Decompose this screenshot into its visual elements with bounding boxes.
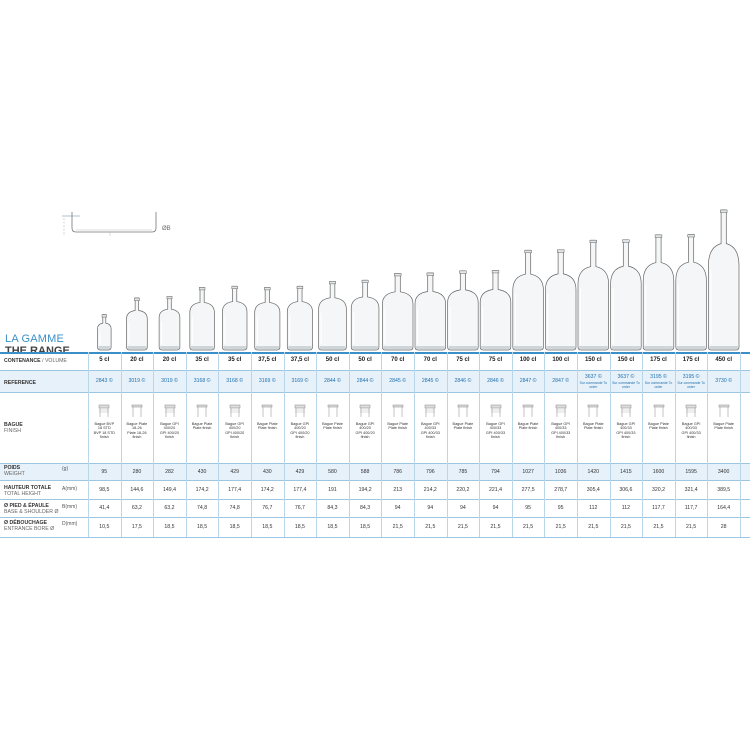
finish-line: Bague GPI <box>160 422 179 426</box>
finish-description <box>611 422 642 440</box>
volume-cell: 75 cl <box>488 357 503 363</box>
weight-cell: 1595 <box>685 469 697 475</box>
height-cell: 221,4 <box>488 487 502 493</box>
finish-line: Plate finish <box>518 426 538 431</box>
weight-cell: 1027 <box>522 469 534 475</box>
finish-line: Plate finish <box>453 426 473 431</box>
finish-line: Bague Plate <box>322 422 343 426</box>
bottle-finish-icon <box>162 403 178 419</box>
reference-cell: 2844 © <box>356 378 374 384</box>
weight-cell: 1420 <box>587 469 600 475</box>
finish-line: 400/20 <box>163 426 176 431</box>
bottle-finish-icon <box>227 403 243 419</box>
finish-line: Plate finish <box>192 426 212 431</box>
row-unit-debouchage: D(mm) <box>62 521 78 527</box>
bottle-illustration <box>480 270 511 350</box>
finish-line: finish <box>132 435 142 440</box>
row-unit-pied: B(mm) <box>62 504 77 510</box>
base-diameter-cell: 94 <box>427 505 434 511</box>
bore-diameter-cell: 21,5 <box>588 524 599 530</box>
bottle-finish-icon <box>716 403 732 419</box>
base-diameter-cell: 76,7 <box>262 505 273 511</box>
finish-line: 400/20 <box>228 426 241 431</box>
row-label-title: REFERENCE <box>4 380 36 386</box>
finish-line: GPI 400/20 <box>290 430 310 435</box>
finish-line: Bague GPI <box>355 422 375 426</box>
weight-cell: 95 <box>101 469 108 475</box>
finish-description <box>676 422 707 440</box>
bottle-illustration <box>222 286 247 350</box>
weight-cell: 429 <box>295 469 305 475</box>
finish-line: Bague GPI <box>681 422 701 426</box>
finish-description <box>480 422 511 440</box>
row-label-subtitle: FINISH <box>4 428 22 435</box>
bottle-illustration <box>448 271 479 350</box>
base-diameter-cell: 95 <box>525 505 531 511</box>
reference-cell: 3168 © <box>226 378 244 384</box>
finish-line: finish <box>360 435 370 440</box>
finish-description <box>122 422 153 440</box>
bore-diameter-cell: 18,5 <box>294 524 305 530</box>
base-diameter-cell: 74,8 <box>229 505 240 511</box>
bore-diameter-cell: 10,5 <box>99 524 110 530</box>
volume-cell: 35 cl <box>195 357 209 363</box>
volume-cell: 175 cl <box>682 357 700 363</box>
weight-cell: 430 <box>197 469 207 475</box>
reference-cell: 3169 © <box>291 378 309 384</box>
reference-cell: 3019 © <box>128 378 146 384</box>
bottle-illustration <box>127 298 148 350</box>
bore-diameter-cell: 18,5 <box>327 524 338 530</box>
bottle-lineup <box>0 200 750 355</box>
finish-line: GPI 400/33 <box>420 430 440 435</box>
bottle-illustration <box>545 250 576 350</box>
bottle-illustration <box>159 296 180 350</box>
finish-line: BVP 18 STD <box>93 430 116 435</box>
volume-cell: 70 cl <box>423 357 437 363</box>
row-label-subtitle: WEIGHT <box>4 471 25 478</box>
weight-cell: 3400 <box>717 469 730 475</box>
bottle-finish-icon <box>292 403 308 419</box>
bottle-finish-icon <box>488 403 504 419</box>
finish-line: finish <box>99 435 109 440</box>
bottle-illustration <box>287 286 312 350</box>
finish-description <box>415 422 446 440</box>
row-label-title: POIDS <box>4 465 21 471</box>
height-cell: 174,2 <box>260 487 274 493</box>
volume-cell: 150 cl <box>617 357 635 363</box>
finish-line: 400/33 <box>554 426 567 431</box>
finish-description <box>513 422 544 431</box>
row-label-subtitle: TOTAL HEIGHT <box>4 491 42 498</box>
base-diameter-cell: 112 <box>621 505 631 511</box>
bore-diameter-cell: 21,5 <box>653 524 664 530</box>
bore-diameter-cell: 21,5 <box>620 524 631 530</box>
finish-line: Plate finish <box>649 426 668 431</box>
bore-diameter-cell: 21,5 <box>457 524 468 530</box>
row-label-title: BAGUE <box>4 422 23 428</box>
bore-diameter-cell: 18,5 <box>197 524 208 530</box>
finish-line: Bague GPI <box>290 422 310 426</box>
finish-line: Bague Plate <box>191 422 213 426</box>
bottle-finish-icon <box>618 403 634 419</box>
finish-description <box>448 422 479 431</box>
bore-diameter-cell: 21,5 <box>555 524 566 530</box>
reference-cell: 2846 © <box>487 378 504 384</box>
reference-note: Sur commande To order <box>612 381 640 389</box>
reference-cell: 2843 © <box>95 378 113 384</box>
height-cell: 98,5 <box>99 487 110 493</box>
height-cell: 278,7 <box>554 487 568 493</box>
bottle-finish-icon <box>553 403 569 419</box>
height-cell: 220,2 <box>456 487 470 493</box>
row-divider <box>0 499 750 500</box>
base-diameter-cell: 112 <box>589 505 598 511</box>
weight-cell: 1415 <box>620 469 632 475</box>
row-divider <box>0 537 750 538</box>
reference-cell: 3019 © <box>161 378 178 384</box>
column-divider <box>740 352 741 537</box>
finish-line: 400/20 <box>294 426 306 431</box>
bottle-finish-icon <box>194 403 210 419</box>
finish-line: Plate finish <box>323 426 342 431</box>
base-diameter-cell: 41,4 <box>99 505 110 511</box>
reference-cell: 3637 © <box>584 374 602 380</box>
finish-line: Bague Plate <box>582 422 604 426</box>
finish-line: GPI 400/20 <box>355 430 375 435</box>
bottle-finish-icon <box>259 403 275 419</box>
finish-line: Bague BVP <box>94 422 115 426</box>
reference-note: Sur commande To order <box>644 381 673 389</box>
diagram-label: ØB <box>162 226 171 232</box>
finish-line: Plate finish <box>258 426 277 431</box>
volume-cell: 175 cl <box>650 357 667 363</box>
row-label-subtitle: / VOLUME <box>42 358 67 364</box>
bottle-illustration <box>611 240 642 350</box>
reference-cell: 3637 © <box>617 374 635 380</box>
base-diameter-cell: 117,7 <box>684 505 698 511</box>
volume-cell: 37,5 cl <box>258 357 277 363</box>
finish-line: finish <box>556 435 566 440</box>
bottle-illustration <box>415 273 446 350</box>
bottle-finish-icon <box>357 403 373 419</box>
finish-line: 18 STD <box>97 426 111 431</box>
bottle-finish-icon <box>651 403 667 419</box>
height-cell: 177,4 <box>293 487 307 493</box>
height-cell: 306,6 <box>619 487 633 493</box>
row-divider <box>0 370 750 371</box>
finish-line: GPI 400/33 <box>551 430 571 435</box>
finish-line: Bague Plate <box>452 422 474 426</box>
weight-cell: 580 <box>328 469 337 475</box>
row-label-poids <box>4 465 25 477</box>
finish-line: Bague Plate <box>648 422 669 426</box>
finish-line: Plate finish <box>388 426 407 431</box>
finish-line: Bague GPI <box>551 422 570 426</box>
finish-description <box>350 422 381 440</box>
bottle-finish-icon <box>96 403 112 419</box>
finish-line: GPI 400/20 <box>159 430 180 435</box>
bottle-finish-icon <box>520 403 536 419</box>
row-label-contenance <box>4 358 67 364</box>
bottle-finish-icon <box>455 403 471 419</box>
finish-line: finish <box>165 435 174 440</box>
height-cell: 277,5 <box>521 487 535 493</box>
finish-line: Plate 18-26 <box>127 430 147 435</box>
bottle-illustration <box>578 240 609 350</box>
row-label-subtitle: ENTRANCE BORE Ø <box>4 526 55 533</box>
height-cell: 214,2 <box>423 487 437 493</box>
base-diameter-cell: 94 <box>492 505 499 511</box>
volume-cell: 150 cl <box>584 357 602 363</box>
base-diameter-cell: 74,8 <box>197 505 208 511</box>
row-label-title: HAUTEUR TOTALE <box>4 485 52 491</box>
weight-cell: 1600 <box>652 469 665 475</box>
height-cell: 305,4 <box>586 487 600 493</box>
bottle-finish-icon <box>585 403 601 419</box>
base-diameter-cell: 63,2 <box>164 505 175 511</box>
finish-description <box>708 422 739 431</box>
row-label-hauteur <box>4 485 51 497</box>
row-label-debouchage <box>4 520 54 532</box>
base-diameter-cell: 164,4 <box>717 505 731 511</box>
bottle-illustration <box>708 210 739 350</box>
finish-description <box>187 422 218 431</box>
reference-note: Sur commande To order <box>579 381 608 389</box>
height-cell: 321,4 <box>684 487 698 493</box>
row-label-pied <box>4 503 58 515</box>
weight-cell: 430 <box>262 469 272 475</box>
finish-description <box>89 422 120 440</box>
reference-cell: 3195 © <box>682 374 700 380</box>
volume-cell: 100 cl <box>519 357 537 363</box>
height-cell: 174,2 <box>195 487 209 493</box>
base-diameter-cell: 63,2 <box>131 505 142 511</box>
finish-line: finish <box>425 435 435 440</box>
finish-line: Bague Plate <box>517 422 539 426</box>
bottle-finish-icon <box>390 403 406 419</box>
row-label-subtitle: BASE & SHOULDER Ø <box>4 509 59 516</box>
height-cell: 149,4 <box>162 487 176 493</box>
finish-line: GPI 400/33 <box>485 430 506 435</box>
finish-line: Bague GPI <box>421 422 440 426</box>
weight-cell: 429 <box>230 469 240 475</box>
volume-cell: 50 cl <box>325 357 340 363</box>
bore-diameter-cell: 21,5 <box>490 524 501 530</box>
row-unit-poids: (g) <box>62 466 69 472</box>
weight-cell: 785 <box>458 469 468 475</box>
height-cell: 320,2 <box>651 487 665 493</box>
finish-line: Bague GPI <box>225 422 244 426</box>
volume-cell: 5 cl <box>99 357 110 363</box>
row-divider <box>0 392 750 393</box>
finish-line: finish <box>230 435 240 440</box>
finish-line: finish <box>686 435 696 440</box>
finish-line: 400/20 <box>359 426 371 431</box>
reference-cell: 2845 © <box>421 378 439 384</box>
volume-cell: 50 cl <box>358 357 372 363</box>
bottle-illustration <box>382 273 413 350</box>
base-diameter-cell: 84,3 <box>327 505 338 511</box>
reference-cell: 3169 © <box>258 378 276 384</box>
finish-line: Bague Plate <box>713 422 735 426</box>
bore-diameter-cell: 18,5 <box>360 524 371 530</box>
base-diameter-cell: 84,3 <box>360 505 371 511</box>
finish-line: 400/33 <box>620 426 632 431</box>
row-divider <box>0 352 750 354</box>
finish-line: Bague Plate <box>387 422 409 426</box>
finish-description <box>252 422 283 431</box>
finish-line: 400/33 <box>489 426 502 431</box>
weight-cell: 1036 <box>554 469 567 475</box>
reference-cell: 2845 © <box>389 378 407 384</box>
weight-cell: 794 <box>491 469 500 475</box>
base-diameter-cell: 117,7 <box>652 505 665 511</box>
bottle-illustration <box>643 235 674 350</box>
bore-diameter-cell: 18,5 <box>164 524 175 530</box>
base-diameter-cell: 76,7 <box>294 505 305 511</box>
volume-cell: 37,5 cl <box>290 357 310 363</box>
height-cell: 389,5 <box>717 487 731 493</box>
bottle-finish-icon <box>129 403 145 419</box>
finish-line: GPI 400/33 <box>616 430 636 435</box>
volume-cell: 450 cl <box>715 357 733 363</box>
finish-line: Bague GPI <box>486 422 505 426</box>
bore-diameter-cell: 28 <box>720 524 727 530</box>
finish-line: Plate finish <box>714 426 733 431</box>
bottle-illustration <box>319 281 347 350</box>
reference-cell: 2847 © <box>519 378 537 384</box>
bottle-finish-icon <box>325 403 341 419</box>
title-english: THE RANGE <box>5 345 70 357</box>
bore-diameter-cell: 21,5 <box>523 524 534 530</box>
bore-diameter-cell: 21,5 <box>425 524 436 530</box>
reference-cell: 2847 © <box>552 378 570 384</box>
reference-cell: 2846 © <box>454 378 472 384</box>
height-cell: 213 <box>393 487 403 493</box>
weight-cell: 786 <box>393 469 403 475</box>
finish-line: 400/33 <box>685 426 697 431</box>
reference-cell: 3195 © <box>650 374 667 380</box>
finish-line: GPI 400/33 <box>681 430 701 435</box>
bore-diameter-cell: 21,5 <box>686 524 697 530</box>
finish-line: finish <box>295 435 305 440</box>
finish-description <box>317 422 348 431</box>
bottle-finish-icon <box>683 403 699 419</box>
row-label-reference <box>4 380 36 386</box>
bore-diameter-cell: 18,5 <box>229 524 240 530</box>
reference-note: Sur commande To order <box>677 381 705 389</box>
volume-cell: 100 cl <box>552 357 570 363</box>
row-label-bague <box>4 422 23 434</box>
finish-line: finish <box>491 435 500 440</box>
finish-line: 400/33 <box>424 426 437 431</box>
weight-cell: 282 <box>165 469 174 475</box>
bore-diameter-cell: 18,5 <box>262 524 273 530</box>
bottle-finish-icon <box>422 403 438 419</box>
row-divider <box>0 517 750 518</box>
finish-line: 18-26 <box>132 426 142 431</box>
finish-line: Bague Plate <box>256 422 278 426</box>
height-cell: 144,6 <box>130 487 144 493</box>
reference-cell: 3168 © <box>193 378 211 384</box>
bottle-illustration <box>255 287 280 350</box>
row-divider <box>0 480 750 481</box>
row-label-title: Ø DÉBOUCHAGE <box>4 520 47 526</box>
finish-description <box>219 422 250 440</box>
bore-diameter-cell: 21,5 <box>392 524 403 530</box>
finish-line: Bague Plate <box>126 422 148 426</box>
finish-description <box>578 422 609 431</box>
volume-cell: 70 cl <box>391 357 405 363</box>
bottle-illustration <box>513 250 544 350</box>
volume-cell: 35 cl <box>228 357 242 363</box>
finish-line: GPI 400/20 <box>225 430 245 435</box>
finish-line: finish <box>621 435 631 440</box>
row-divider <box>0 463 750 464</box>
base-diameter-cell: 94 <box>394 505 401 511</box>
volume-cell: 75 cl <box>456 357 470 363</box>
row-label-title: Ø PIED & ÉPAULE <box>4 503 49 509</box>
title-french: LA GAMME <box>5 333 65 345</box>
base-diameter-cell: 95 <box>557 505 564 511</box>
weight-cell: 796 <box>425 469 435 475</box>
volume-cell: 20 cl <box>162 357 177 363</box>
bottle-illustration <box>98 315 112 350</box>
row-label-title: CONTENANCE <box>4 358 41 364</box>
height-cell: 194,2 <box>358 487 372 493</box>
reference-cell: 2844 © <box>324 378 341 384</box>
bottle-illustration <box>190 287 215 350</box>
bore-diameter-cell: 17,5 <box>131 524 142 530</box>
weight-cell: 280 <box>132 469 142 475</box>
finish-description <box>285 422 316 440</box>
finish-description <box>382 422 413 431</box>
bottle-illustration <box>351 280 379 350</box>
height-cell: 191 <box>328 487 337 493</box>
reference-cell: 3730 © <box>715 378 733 384</box>
finish-description <box>154 422 185 440</box>
finish-line: Plate finish <box>584 426 603 431</box>
bottle-illustration <box>676 234 707 350</box>
height-cell: 177,4 <box>228 487 242 493</box>
base-diameter-cell: 94 <box>460 505 466 511</box>
finish-description <box>545 422 576 440</box>
weight-cell: 588 <box>360 469 370 475</box>
row-unit-hauteur: A(mm) <box>62 486 77 492</box>
finish-description <box>643 422 674 431</box>
volume-cell: 20 cl <box>130 357 144 363</box>
finish-line: Bague GPI <box>616 422 636 426</box>
